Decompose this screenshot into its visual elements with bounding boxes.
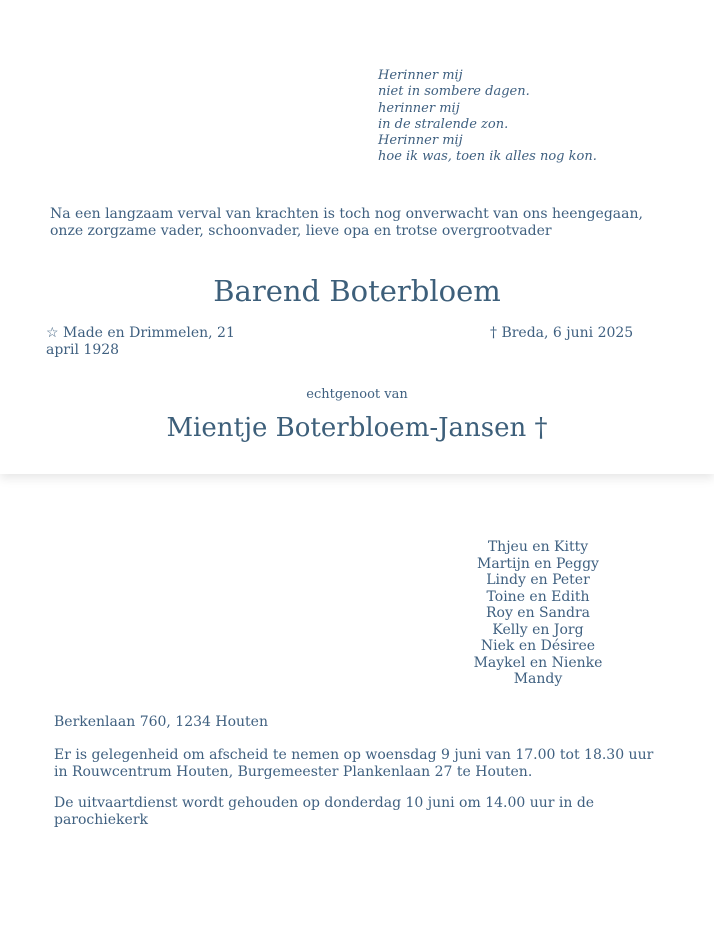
family-member: Thjeu en Kitty (487, 539, 589, 555)
deceased-name: Barend Boterbloem (213, 274, 501, 308)
star-icon: ☆ (46, 325, 59, 341)
family-member: Toine en Edith (486, 588, 590, 605)
poem-line: in de stralende zon. (378, 116, 509, 132)
spouse-label: echtgenoot van (306, 387, 408, 402)
family-member: Niek en Désiree (480, 638, 596, 654)
death-place-date: Breda, 6 juni 2025 (501, 325, 634, 341)
service-info (54, 795, 684, 829)
spouse-name: Mientje Boterbloem-Jansen † (166, 413, 548, 443)
service-line: De uitvaartdienst wordt gehouden op donderdag 10 juni om 14.00 uur in de (54, 795, 595, 811)
farewell-info (54, 747, 684, 781)
poem-line: herinner mij (378, 100, 460, 116)
family-member: Martijn en Peggy (477, 555, 599, 572)
cross-icon: † (490, 325, 497, 341)
intro-line: onze zorgzame vader, schoonvader, lieve opa en trotse overgrootvader (50, 223, 552, 239)
farewell-line: in Rouwcentrum Houten, Burgemeester Plankenlaan 27 te Houten. (54, 764, 533, 780)
intro-line: Na een langzaam verval van krachten is toch nog onverwacht van ons heengegaan, (50, 206, 643, 222)
intro-text (50, 206, 690, 240)
poem-line: niet in sombere dagen. (378, 84, 530, 100)
address: Berkenlaan 760, 1234 Houten (54, 714, 268, 730)
family-member: Maykel en Nienke (473, 654, 603, 671)
service-line: parochiekerk (54, 812, 148, 828)
birth-info (46, 325, 261, 359)
family-member: Mandy (513, 671, 563, 687)
death-info (490, 325, 633, 342)
poem-line: Herinner mij (378, 68, 463, 83)
family-member: Roy en Sandra (485, 605, 591, 621)
announcement-top-card (0, 0, 714, 474)
announcement-bottom-card (0, 476, 714, 950)
family-list (448, 539, 628, 688)
poem (378, 68, 597, 166)
farewell-line: Er is gelegenheid om afscheid te nemen op woensdag 9 juni van 17.00 tot 18.30 uur (54, 747, 654, 763)
birth-place-date: Made en Drimmelen, 21 (63, 325, 235, 341)
poem-line: hoe ik was, toen ik alles nog kon. (378, 149, 597, 165)
birth-date-cont: april 1928 (46, 342, 120, 358)
poem-line: Herinner mij (378, 133, 463, 149)
family-member: Lindy en Peter (486, 572, 590, 588)
family-member: Kelly en Jorg (492, 621, 584, 638)
